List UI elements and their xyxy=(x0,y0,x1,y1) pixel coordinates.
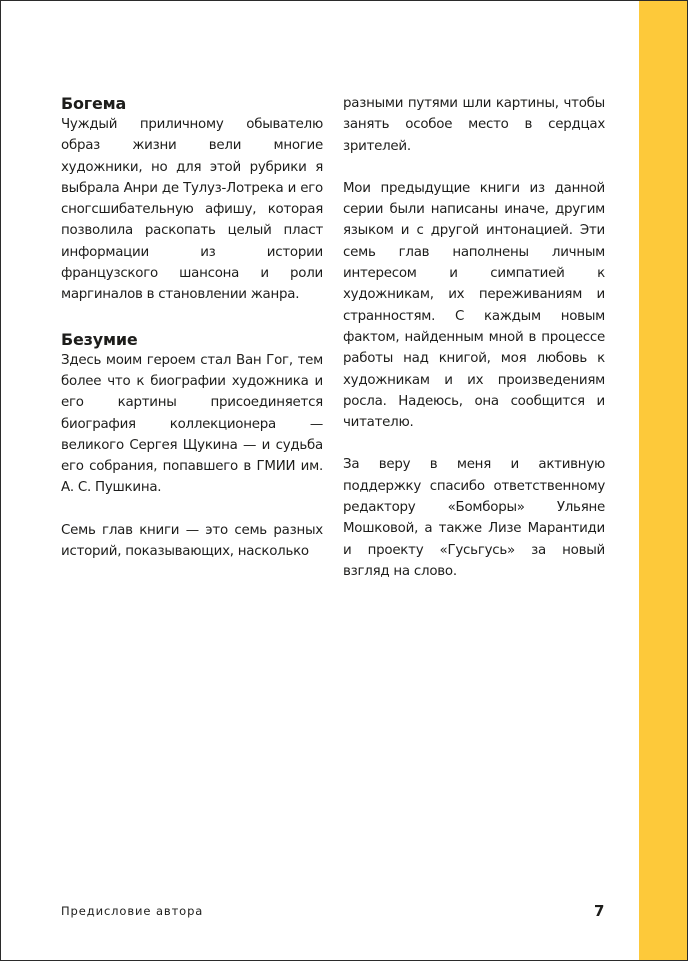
paragraph-spacer xyxy=(61,306,323,329)
paragraph-continued: разными путями шли картины, чтобы занять особое место в сердцах зрителей. xyxy=(343,96,605,154)
paragraph-spacer xyxy=(343,433,605,454)
right-column xyxy=(343,93,605,582)
left-column xyxy=(61,93,323,562)
section-body-bezumie: Здесь моим героем стал Ван Гог, тем более что к биографии художника и его картины присоединяется биография коллекционера — великого Сергея Щукина — и судьба его собрания, попавшего в ГМИИ им. А. С. Пушкина. xyxy=(61,352,323,496)
yellow-accent-strip xyxy=(639,1,687,960)
paragraph-seven-chapters: Семь глав книги — это семь разных историй, показывающих, насколько xyxy=(61,522,323,560)
paragraph-previous-books: Мои предыдущие книги из данной серии были написаны иначе, другим языком и с другой интонацией. Эти семь глав наполнены личным интересом и симпатией к художникам, их переживаниям и странностям. С каждым новым фактом, найденным мной в процессе работы над книгой, моя любовь к художникам и их произведениям росла. Надеюсь, она сообщится и читателю. xyxy=(343,180,605,431)
running-footer-title: Предисловие автора xyxy=(61,904,204,918)
paragraph-thanks: За веру в меня и активную поддержку спасибо ответственному редактору «Бомборы» Ульяне Мошковой, а также Лизе Марантиди и проекту «Гусьгусь» за новый взгляд на слово. xyxy=(343,457,605,579)
section-heading-bogema: Богема xyxy=(61,94,127,113)
paragraph-spacer xyxy=(61,499,323,520)
paragraph-spacer xyxy=(343,157,605,178)
section-heading-bezumie: Безумие xyxy=(61,329,138,349)
page-number: 7 xyxy=(594,902,605,920)
section-body-bogema: Чуждый приличному обывателю образ жизни вели многие художники, но для этой рубрики я выбрала Анри де Тулуз-Лотрека и его сногсшибательную афишу, которая позволила раскопать целый пласт информации из истории французского шансона и роли маргиналов в становлении жанра. xyxy=(61,117,323,303)
